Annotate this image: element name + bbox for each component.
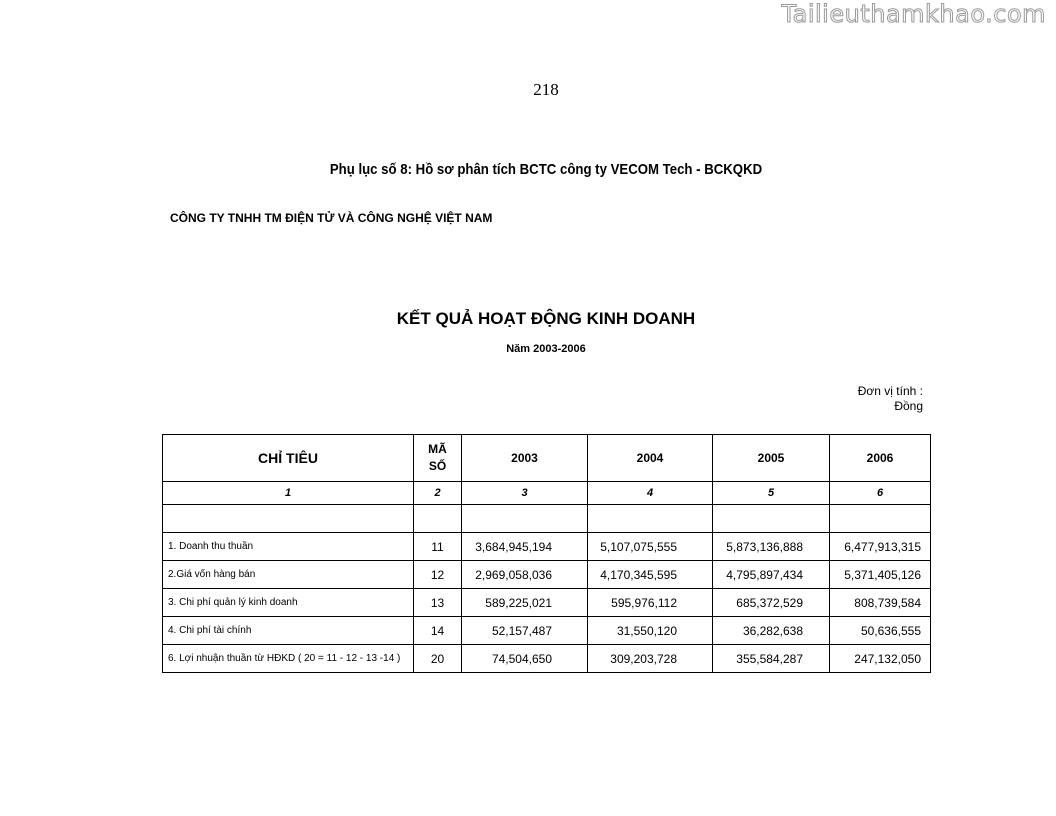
value-2006: 808,739,584: [830, 589, 931, 617]
row-code: 13: [414, 589, 462, 617]
header-2005: 2005: [713, 435, 830, 482]
unit-label: [858, 384, 923, 414]
row-code: 14: [414, 617, 462, 645]
column-index-row: [163, 482, 931, 505]
empty-cell: [830, 505, 931, 533]
value-2005: 36,282,638: [713, 617, 830, 645]
value-2005: 5,873,136,888: [713, 533, 830, 561]
column-index: 2: [414, 482, 462, 505]
report-years: Năm 2003-2006: [506, 343, 586, 355]
value-2003: 52,157,487: [462, 617, 588, 645]
value-2006: 247,132,050: [830, 645, 931, 673]
row-label: 4. Chi phí tài chính: [163, 617, 414, 645]
company-name: CÔNG TY TNHH TM ĐIỆN TỬ VÀ CÔNG NGHỆ VIỆT NAM: [170, 211, 493, 225]
empty-cell: [588, 505, 713, 533]
table-header-row: [163, 435, 931, 482]
row-label: 1. Doanh thu thuần: [163, 533, 414, 561]
value-2006: 50,636,555: [830, 617, 931, 645]
column-index: 3: [462, 482, 588, 505]
header-2003: 2003: [462, 435, 588, 482]
column-index: 1: [163, 482, 414, 505]
value-2005: 4,795,897,434: [713, 561, 830, 589]
value-2003: 3,684,945,194: [462, 533, 588, 561]
column-index: 5: [713, 482, 830, 505]
header-chi-tieu: CHỈ TIÊU: [163, 435, 414, 482]
header-2004: 2004: [588, 435, 713, 482]
header-2006: 2006: [830, 435, 931, 482]
income-statement-table: [162, 434, 931, 673]
report-title: KẾT QUẢ HOẠT ĐỘNG KINH DOANH: [396, 309, 696, 328]
unit-label-line2: Đồng: [894, 399, 923, 413]
value-2006: 5,371,405,126: [830, 561, 931, 589]
value-2004: 595,976,112: [588, 589, 713, 617]
empty-cell: [462, 505, 588, 533]
page-number: 218: [533, 80, 559, 99]
unit-label-line1: Đơn vị tính :: [857, 384, 923, 398]
table-row: [163, 533, 931, 561]
appendix-title: Phụ lục số 8: Hồ sơ phân tích BCTC công ty VECOM Tech - BCKQKD: [329, 161, 763, 178]
value-2004: 31,550,120: [588, 617, 713, 645]
header-ma-so: [414, 435, 462, 482]
value-2004: 4,170,345,595: [588, 561, 713, 589]
header-ma-so-line1: MÃ: [428, 442, 447, 456]
table-row: [163, 645, 931, 673]
value-2006: 6,477,913,315: [830, 533, 931, 561]
value-2004: 309,203,728: [588, 645, 713, 673]
row-code: 20: [414, 645, 462, 673]
value-2003: 2,969,058,036: [462, 561, 588, 589]
value-2004: 5,107,075,555: [588, 533, 713, 561]
value-2003: 74,504,650: [462, 645, 588, 673]
watermark: Tailieuthamkhao.com: [781, 0, 1046, 28]
value-2003: 589,225,021: [462, 589, 588, 617]
table-row: [163, 561, 931, 589]
row-code: 11: [414, 533, 462, 561]
header-ma-so-line2: SỐ: [428, 459, 447, 473]
column-index: 6: [830, 482, 931, 505]
row-label: 2.Giá vốn hàng bán: [163, 561, 414, 589]
table-row: [163, 589, 931, 617]
blank-row: [163, 505, 931, 533]
row-label: 3. Chi phí quản lý kinh doanh: [163, 589, 414, 617]
row-code: 12: [414, 561, 462, 589]
table-row: [163, 617, 931, 645]
value-2005: 685,372,529: [713, 589, 830, 617]
empty-cell: [163, 505, 414, 533]
row-label: 6. Lợi nhuận thuần từ HĐKD ( 20 = 11 - 12 - 13 -14 ): [163, 645, 414, 673]
column-index: 4: [588, 482, 713, 505]
value-2005: 355,584,287: [713, 645, 830, 673]
empty-cell: [713, 505, 830, 533]
empty-cell: [414, 505, 462, 533]
